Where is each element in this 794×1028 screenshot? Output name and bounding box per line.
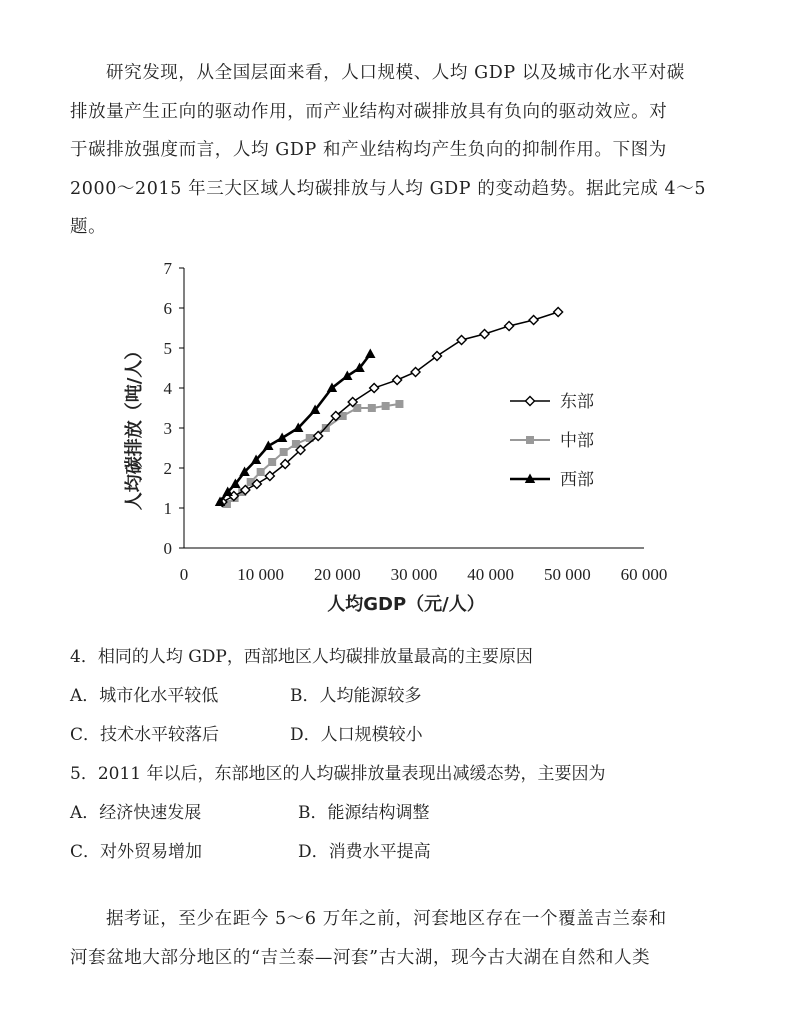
q5-option-c: C．对外贸易增加 [70,842,203,862]
question-4-stem: 4．相同的人均 GDP，西部地区人均碳排放量最高的主要原因 [70,647,533,667]
x-tick-label: 0 [179,565,189,584]
q4-option-c: C．技术水平较落后 [70,725,220,745]
x-tick-label: 50 000 [543,565,591,584]
legend-label: 中部 [560,431,594,451]
data-point [365,349,375,359]
data-point [505,322,514,331]
y-tick-label: 6 [163,299,172,318]
legend-marker [526,397,535,406]
data-point [480,330,489,339]
intro-line: 题。 [70,217,107,237]
q5-option-d: D．消费水平提高 [298,842,431,862]
data-point [268,458,276,466]
carbon-gdp-chart [110,250,690,620]
data-point [257,468,265,476]
q5-option-b: B．能源结构调整 [298,803,430,823]
data-point [457,336,466,345]
q5-option-a: A．经济快速发展 [70,803,202,823]
intro-line: 2000～2015 年三大区域人均碳排放与人均 GDP 的变动趋势。据此完成 4～5 [70,178,707,199]
x-tick-label: 20 000 [313,565,361,584]
series-line [227,404,399,504]
data-point [342,371,352,381]
passage-2 [70,900,738,977]
y-tick-label: 0 [163,539,172,558]
data-point [554,308,563,317]
series-西部 [215,349,376,507]
data-point [368,404,376,412]
data-point [393,376,402,385]
legend-marker [526,436,534,444]
question-5-stem: 5．2011 年以后，东部地区的人均碳排放量表现出减缓态势，主要因为 [70,764,606,784]
q4-option-a: A．城市化水平较低 [70,686,219,706]
y-axis-title: 人均碳排放（吨/人） [124,341,145,511]
y-tick-label: 3 [163,419,172,438]
data-point [395,400,403,408]
y-tick-label: 2 [163,459,172,478]
x-tick-label: 60 000 [620,565,668,584]
y-tick-label: 1 [163,499,172,518]
chart-legend [510,392,594,490]
x-tick-label: 10 000 [237,565,285,584]
data-point [382,402,390,410]
intro-line: 研究发现，从全国层面来看，人口规模、人均 GDP 以及城市化水平对碳 [106,63,685,83]
data-point [280,448,288,456]
x-tick-label: 30 000 [390,565,438,584]
chart-axes [164,259,668,584]
intro-line: 于碳排放强度而言，人均 GDP 和产业结构均产生负向的抑制作用。下图为 [70,140,667,160]
x-tick-label: 40 000 [467,565,515,584]
y-tick-label: 5 [163,339,172,358]
legend-label: 西部 [560,470,594,490]
y-tick-label: 4 [163,379,172,398]
intro-line: 排放量产生正向的驱动作用，而产业结构对碳排放具有负向的驱动效应。对 [70,101,668,122]
legend-label: 东部 [560,392,594,412]
intro-paragraph [70,54,738,247]
data-point [370,384,379,393]
series-东部 [218,308,563,507]
data-point [529,316,538,325]
q4-option-d: D．人口规模较小 [290,725,423,745]
x-axis-title: 人均GDP（元/人） [327,594,485,615]
y-tick-label: 7 [163,259,172,278]
passage-2-line: 河套盆地大部分地区的“吉兰泰—河套”古大湖，现今古大湖在自然和人类 [70,947,651,968]
series-中部 [223,400,403,508]
passage-2-line: 据考证，至少在距今 5～6 万年之前，河套地区存在一个覆盖吉兰泰和 [106,909,667,929]
q4-option-b: B．人均能源较多 [290,686,422,706]
